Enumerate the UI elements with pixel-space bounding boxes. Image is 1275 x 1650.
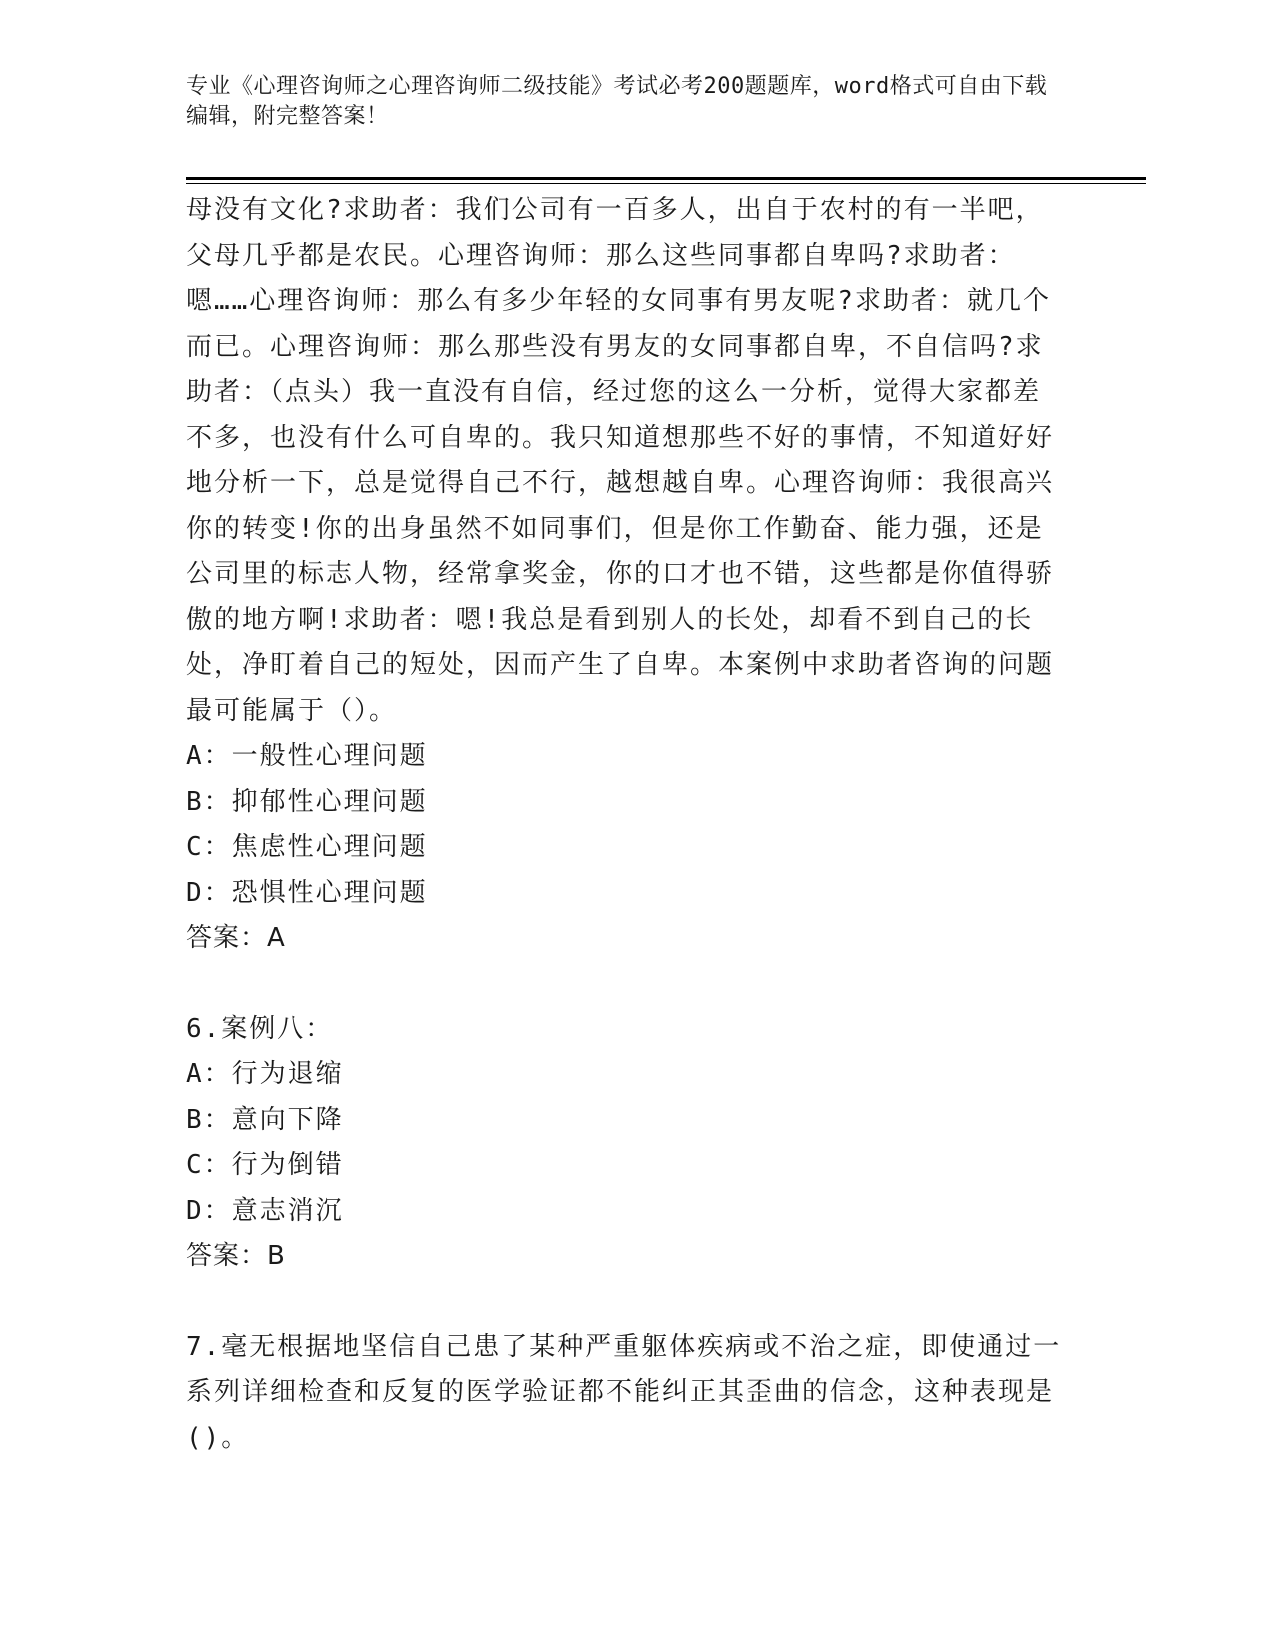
page-header: 专业《心理咨询师之心理咨询师二级技能》考试必考200题题库，word格式可自由下载编辑，附完整答案！ <box>186 74 1048 129</box>
question-6-option-d: D：意志消沉 <box>186 1195 344 1226</box>
spacer <box>186 962 1066 1007</box>
question-6-answer: 答案：B <box>186 1241 286 1271</box>
question-5-option-d: D：恐惧性心理问题 <box>186 877 428 908</box>
question-7 <box>186 1325 1066 1462</box>
question-5-body: 母没有文化?求助者：我们公司有一百多人，出自于农村的有一半吧，父母几乎都是农民。心理咨询师：那么这些同事都自卑吗?求助者：嗯……心理咨询师：那么有多少年轻的女同事有男友呢?求助者：就几个而已。心理咨询师：那么那些没有男友的女同事都自卑，不自信吗?求助者：（点头）我一直没有自信，经过您的这么一分析，觉得大家都差不多，也没有什么可自卑的。我只知道想那些不好的事情，不知道好好地分析一下，总是觉得自己不行，越想越自卑。心理咨询师：我很高兴你的转变!你的出身虽然不如同事们，但是你工作勤奋、能力强，还是公司里的标志人物，经常拿奖金，你的口才也不错，这些都是你值得骄傲的地方啊!求助者：嗯!我总是看到别人的长处，却看不到自己的长处，净盯着自己的短处，因而产生了自卑。本案例中求助者咨询的问题最可能属于（）。 <box>186 195 1055 726</box>
header-rule-thin <box>186 183 1146 184</box>
question-5-option-a: A：一般性心理问题 <box>186 741 428 771</box>
question-7-body: 7.毫无根据地坚信自己患了某种严重躯体疾病或不治之症，即使通过一系列详细检查和反复的医学验证都不能纠正其歪曲的信念，这种表现是()。 <box>186 1331 1062 1453</box>
question-6-option-b: B：意向下降 <box>186 1104 344 1135</box>
question-6-body: 6.案例八： <box>186 1013 334 1044</box>
spacer <box>186 1280 1066 1325</box>
question-5-option-c: C：焦虑性心理问题 <box>186 832 428 862</box>
question-6-option-a: A：行为退缩 <box>186 1059 344 1089</box>
header-rule-thick <box>186 177 1146 180</box>
question-5-option-b: B：抑郁性心理问题 <box>186 786 428 817</box>
question-5-answer: 答案：A <box>186 923 286 953</box>
question-content <box>186 188 1066 1461</box>
question-6 <box>186 1007 1066 1280</box>
question-6-option-c: C：行为倒错 <box>186 1150 344 1180</box>
question-5 <box>186 188 1066 962</box>
